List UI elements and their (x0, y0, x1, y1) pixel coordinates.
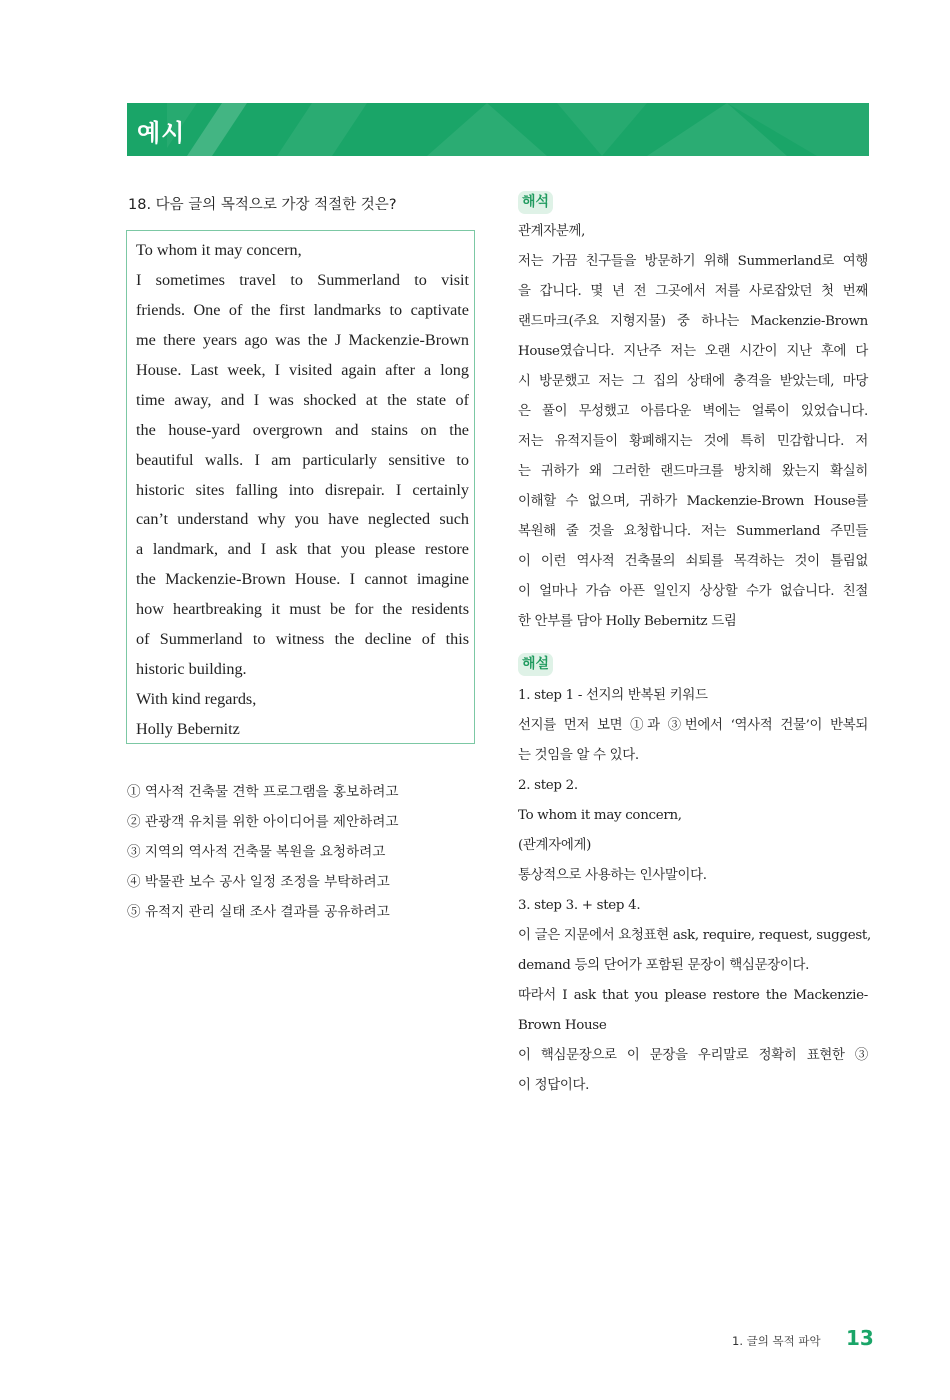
passage-line: historic sites falling into disrepair. I certainly (136, 480, 469, 499)
translation-line: 랜드마크(주요 지형지물) 중 하나는 Mackenzie-Brown (518, 314, 868, 329)
translation-line: 시 방문했고 저는 그 집의 상태에 충격을 받았는데, 마당 (518, 374, 868, 389)
answer-option: ① 역사적 건축물 견학 프로그램을 홍보하려고 (127, 784, 399, 800)
translation-line: 이해할 수 없으며, 귀하가 Mackenzie-Brown House를 (518, 494, 868, 509)
explanation-line: 이 핵심문장으로 이 문장을 우리말로 정확히 표현한 ③ (518, 1048, 868, 1063)
explanation-line: 1. step 1 - 선지의 반복된 키워드 (518, 688, 708, 703)
explanation-section (518, 653, 868, 676)
passage-text (136, 236, 469, 745)
explanation-line: 이 정답이다. (518, 1078, 590, 1093)
translation-line: 은 풀이 무성했고 아름다운 벽에는 얼룩이 있었습니다. (518, 404, 868, 419)
answer-option: ③ 지역의 역사적 건축물 복원을 요청하려고 (127, 844, 386, 860)
translation-line: 복원해 줄 것을 요청합니다. 저는 Summerland 주민들 (518, 524, 868, 539)
footer-section: 1. 글의 목적 파악 (732, 1334, 821, 1348)
explanation-line: 따라서 I ask that you please restore the Mackenzie- (518, 988, 868, 1003)
translation-line: 저는 유적지들이 황폐해지는 것에 특히 민감합니다. 저 (518, 434, 868, 449)
banner-title: 예시 (137, 119, 186, 147)
answer-option: ⑤ 유적지 관리 실태 조사 결과를 공유하려고 (127, 904, 390, 920)
translation-line: 한 안부를 담아 Holly Bebernitz 드림 (518, 614, 737, 629)
translation-line: 이 얼마나 가슴 아픈 일인지 상상할 수가 없습니다. 친절 (518, 584, 868, 599)
section-banner (127, 103, 869, 156)
translation-label: 해석 (518, 191, 553, 214)
passage-line: House. Last week, I visited again after a long (136, 360, 469, 379)
translation-line: 이 이런 역사적 건축물의 쇠퇴를 목격하는 것이 틀림없 (518, 554, 868, 569)
answer-option: ④ 박물관 보수 공사 일정 조정을 부탁하려고 (127, 874, 390, 890)
passage-line: beautiful walls. I am particularly sensitive to (136, 450, 469, 469)
explanation-line: 는 것임을 알 수 있다. (518, 748, 639, 763)
answer-options (127, 777, 399, 927)
translation-line: 저는 가끔 친구들을 방문하기 위해 Summerland로 여행 (518, 254, 868, 269)
banner-decoration (127, 103, 869, 156)
passage-line: time away, and I was shocked at the state of (136, 390, 469, 409)
explanation-line: To whom it may concern, (518, 808, 682, 823)
passage-line: To whom it may concern, (136, 241, 302, 259)
passage-line: me there years ago was the J Mackenzie-Brown (136, 330, 469, 349)
explanation-line: 선지를 먼저 보면 ①과 ③번에서 ‘역사적 건물’이 반복되 (518, 718, 868, 733)
passage-box (126, 230, 475, 744)
explanation-line: (관계자에게) (518, 838, 592, 853)
translation-line: 관계자분께, (518, 224, 586, 239)
page-number: 13 (846, 1326, 874, 1350)
question-title: 18. 다음 글의 목적으로 가장 적절한 것은? (128, 197, 397, 213)
translation-line: 는 귀하가 왜 그러한 랜드마크를 방치해 왔는지 확실히 (518, 464, 868, 479)
explanation-line: 3. step 3. + step 4. (518, 898, 641, 913)
explanation-line: 2. step 2. (518, 778, 578, 793)
translation-section (518, 191, 868, 214)
explanation-line: Brown House (518, 1018, 607, 1033)
passage-line: I sometimes travel to Summerland to visit (136, 270, 469, 289)
passage-line: historic building. (136, 660, 247, 679)
passage-line: can’t understand why you have neglected such (136, 510, 469, 529)
passage-line: how heartbreaking it must be for the residents (136, 600, 469, 619)
explanation-line: demand 등의 단어가 포함된 문장이 핵심문장이다. (518, 958, 810, 973)
explanation-text (518, 681, 871, 1101)
explanation-line: 통상적으로 사용하는 인사말이다. (518, 868, 707, 883)
passage-line: the Mackenzie-Brown House. I cannot imagine (136, 570, 469, 589)
translation-line: 을 갑니다. 몇 년 전 그곳에서 저를 사로잡았던 첫 번째 (518, 284, 868, 299)
passage-line: Holly Bebernitz (136, 720, 240, 738)
translation-line: House였습니다. 지난주 저는 오랜 시간이 지난 후에 다 (518, 344, 868, 359)
passage-line: of Summerland to witness the decline of this (136, 630, 469, 649)
answer-option: ② 관광객 유치를 위한 아이디어를 제안하려고 (127, 814, 399, 830)
passage-line: friends. One of the first landmarks to captivate (136, 300, 469, 319)
translation-text (518, 217, 868, 637)
explanation-label: 해설 (518, 653, 553, 676)
passage-line: a landmark, and I ask that you please restore (136, 540, 469, 559)
passage-line: With kind regards, (136, 690, 257, 709)
explanation-line: 이 글은 지문에서 요청표현 ask, require, request, suggest, (518, 928, 871, 943)
passage-line: the house-yard overgrown and stains on the (136, 420, 469, 439)
